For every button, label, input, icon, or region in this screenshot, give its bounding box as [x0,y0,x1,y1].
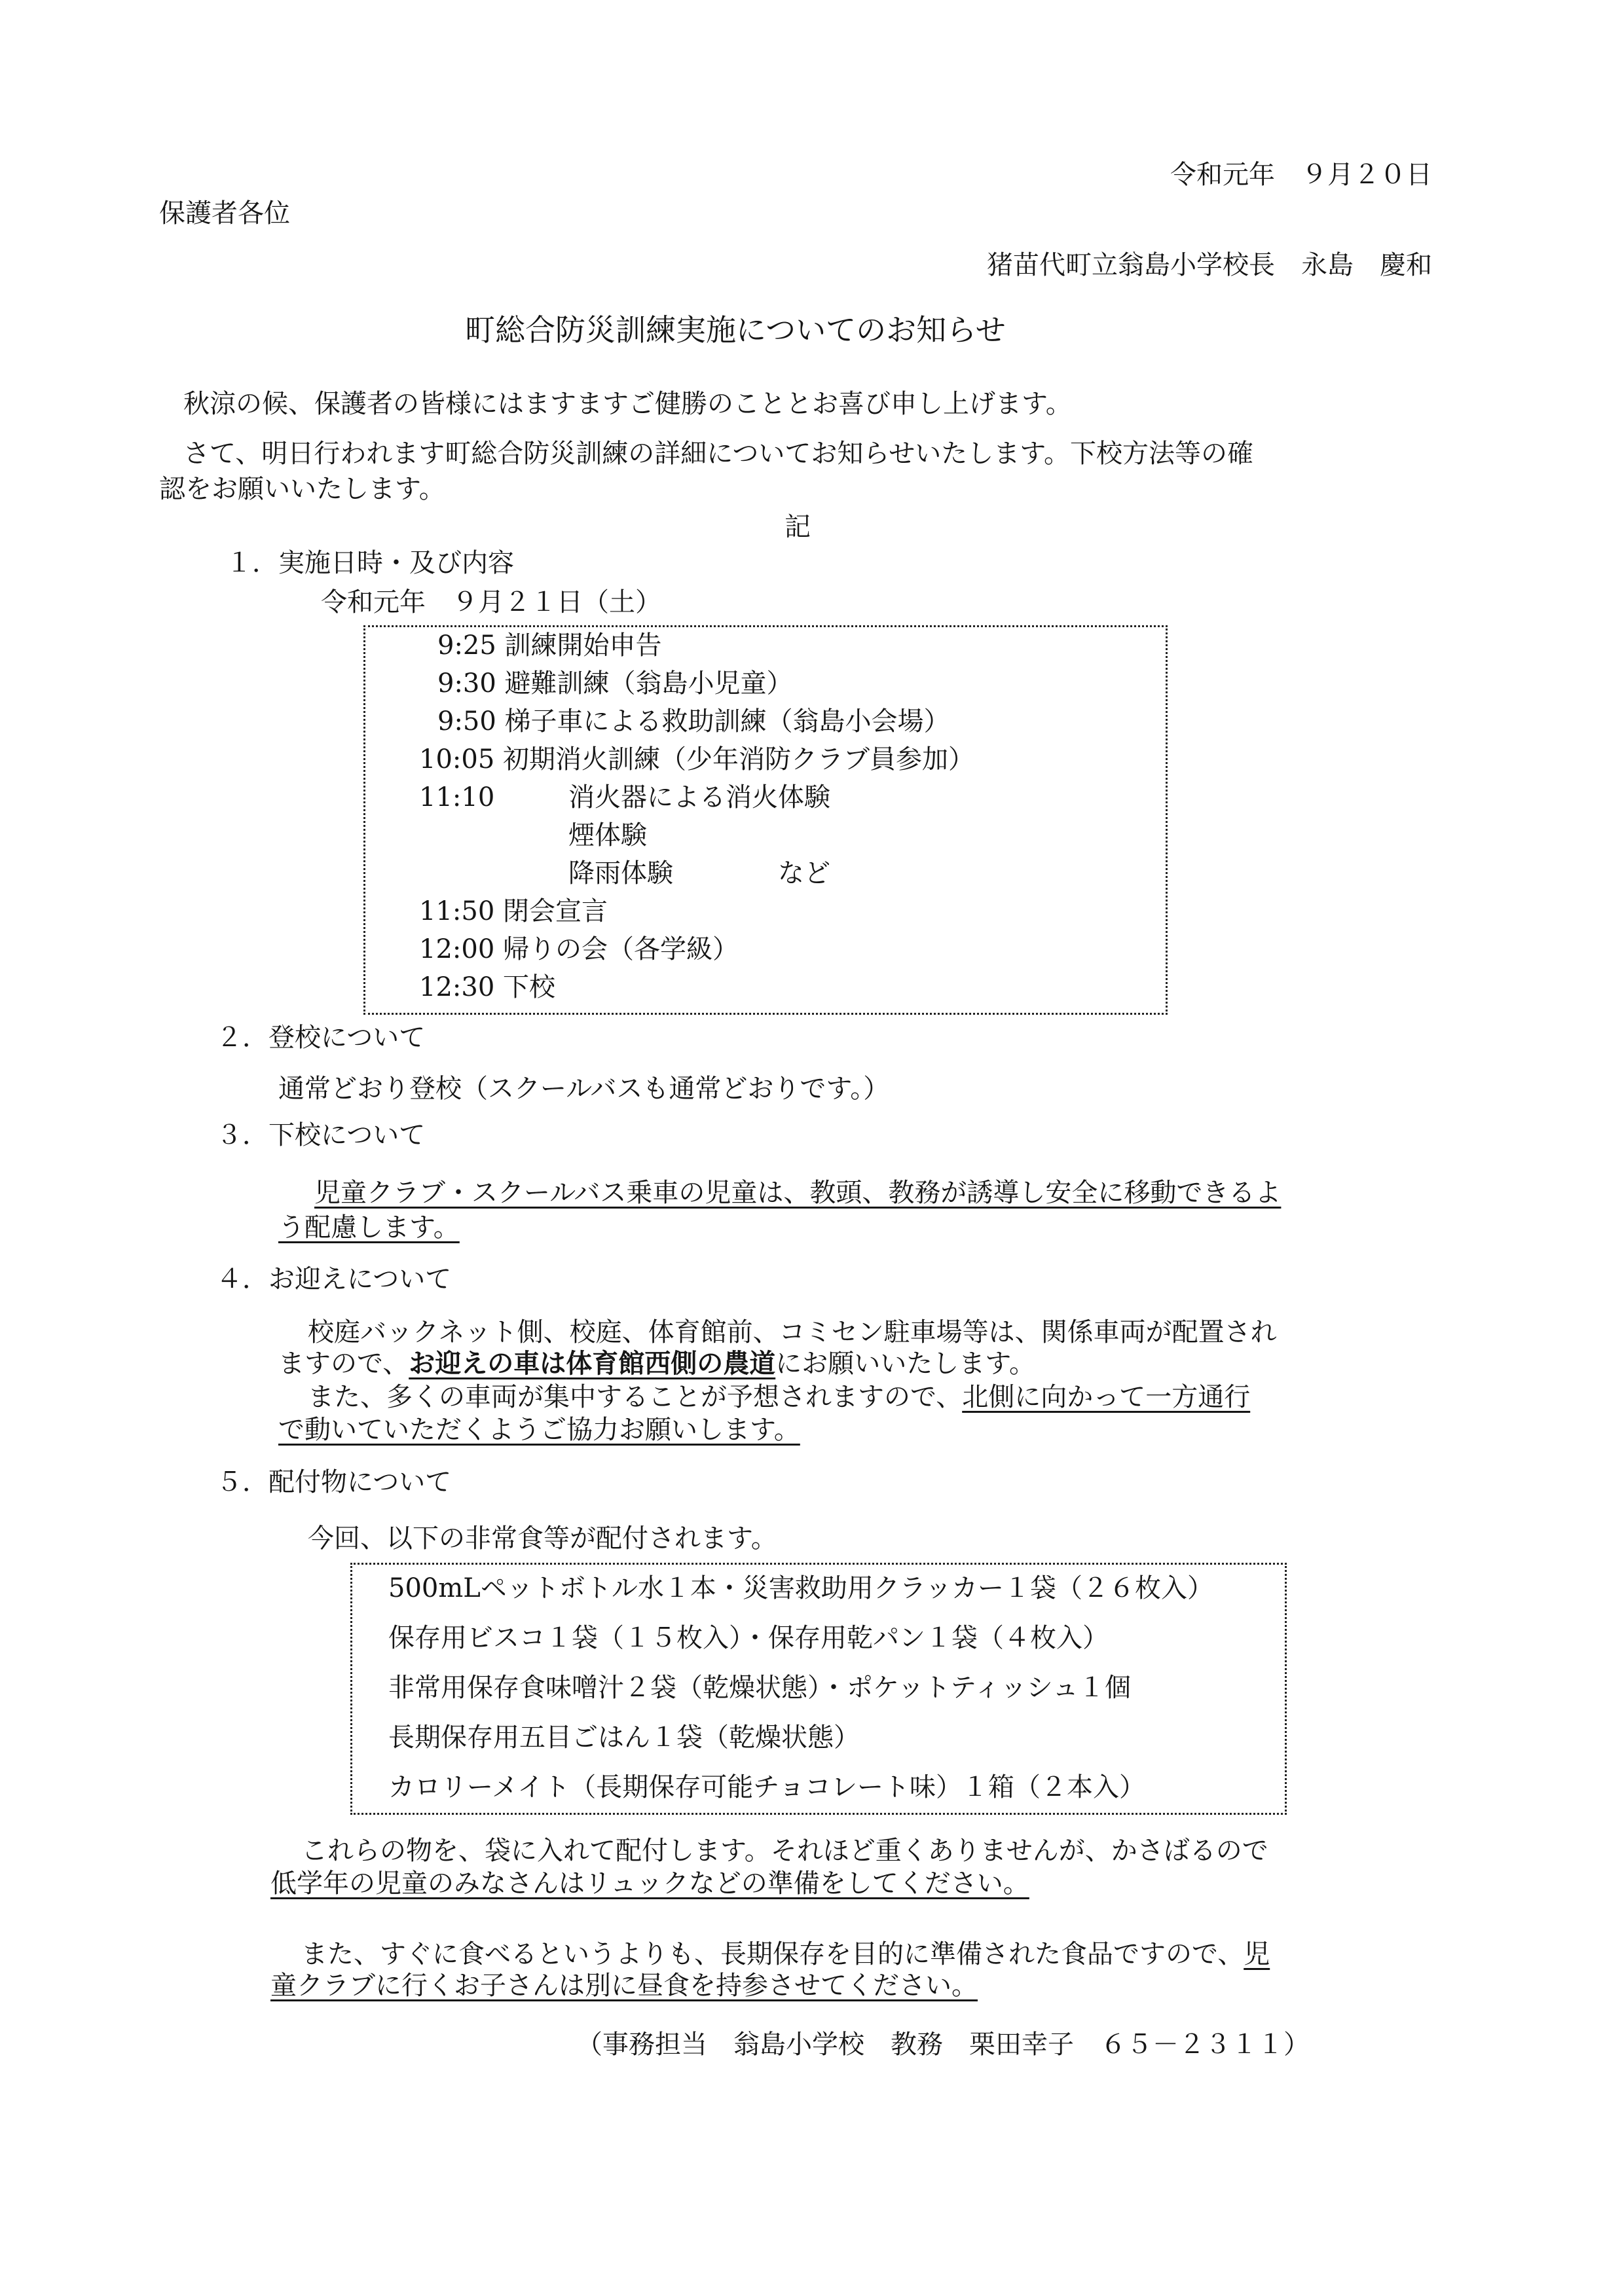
section-2-body: 通常どおり登校（スクールバスも通常どおりです。） [278,1074,890,1104]
schedule-event: 訓練開始申告 [504,630,662,661]
section-5-heading: ５．配付物について [216,1467,452,1497]
section-4-line-1: 校庭バックネット側、校庭、体育館前、コミセン駐車場等は、関係車両が配置され [308,1317,1277,1347]
section-1-date: 令和元年 ９月２１日（土） [321,587,661,617]
distribution-item: 500mLペットボトル水１本・災害救助用クラッカー１袋（２６枚入） [388,1573,1214,1603]
schedule-row [419,746,974,773]
contact-info: （事務担当 翁島小学校 教務 栗田幸子 ６５－２３１１） [576,2030,1310,2060]
distribution-item: 長期保存用五目ごはん１袋（乾燥状態） [388,1722,860,1753]
schedule-event: 降雨体験 [568,858,673,888]
schedule-event: 下校 [503,972,555,1002]
schedule-time: 9:50 [437,706,496,737]
page-title: 町総合防災訓練実施についてのお知らせ [465,312,1006,348]
schedule-time: 12:30 [419,972,495,1002]
document-date: 令和元年 ９月２０日 [1170,160,1432,190]
greeting: 秋涼の候、保護者の皆様にはますますご健勝のこととお喜び申し上げます。 [183,389,1072,419]
schedule-event: 帰りの会（各学級） [503,934,739,964]
text-span: にお願いいたします。 [775,1349,1036,1379]
schedule-row [437,708,950,735]
section-1-heading: １．実施日時・及び内容 [226,548,514,578]
section-5-note-1-line-2: 低学年の児童のみなさんはリュックなどの準備をしてください。 [270,1868,1029,1899]
one-way-emphasis: 北側に向かって一方通行 [962,1382,1251,1412]
text-span: ますので、 [278,1349,409,1379]
distribution-item: 保存用ビスコ１袋（１５枚入）・保存用乾パン１袋（４枚入） [388,1623,1109,1653]
section-5-note-2-line-2: 童クラブに行くお子さんは別に昼食を持参させてください。 [270,1971,978,2001]
schedule-time: 12:00 [419,934,495,964]
schedule-row [419,936,739,962]
section-5-note-2-line-1 [301,1941,1270,1967]
schedule-event: 梯子車による救助訓練（翁島小会場） [504,706,950,737]
text-span: また、多くの車両が集中することが予想されますので、 [308,1382,963,1412]
schedule-event: 初期消火訓練（少年消防クラブ員参加） [503,744,974,774]
schedule-row [419,898,608,924]
distribution-items-box [350,1563,1287,1815]
schedule-suffix: など [778,858,830,888]
addressee: 保護者各位 [159,198,290,228]
schedule-time: 11:50 [419,896,495,926]
schedule-row [437,632,662,659]
section-3-heading: ３．下校について [216,1120,426,1150]
schedule-row [437,670,793,697]
schedule-box [363,625,1168,1015]
section-3-line-1: 児童クラブ・スクールバス乗車の児童は、教頭、教務が誘導し安全に移動できるよ [314,1178,1282,1208]
distribution-item: カロリーメイト（長期保存可能チョコレート味）１箱（２本入） [388,1772,1145,1802]
section-3-line-2: う配慮します。 [278,1212,460,1243]
section-2-heading: ２．登校について [216,1023,426,1053]
sender: 猪苗代町立翁島小学校長 永島 慶和 [987,250,1432,280]
schedule-event: 閉会宣言 [503,896,608,926]
section-4-line-2 [278,1348,1036,1379]
schedule-event: 煙体験 [568,820,647,850]
schedule-time: 9:25 [437,630,496,661]
lunch-note-emphasis: 児 [1244,1939,1270,1969]
section-4-line-3 [308,1384,1250,1410]
distribution-item: 非常用保存食味噌汁２袋（乾燥状態）・ポケットティッシュ１個 [388,1673,1131,1703]
text-span: また、すぐに食べるというよりも、長期保存を目的に準備された食品ですので、 [301,1939,1244,1969]
intro-line-2: 認をお願いいたします。 [159,474,445,504]
schedule-time: 10:05 [419,744,495,774]
section-5-lead: 今回、以下の非常食等が配付されます。 [308,1523,777,1554]
schedule-time: 9:30 [437,668,496,699]
schedule-event: 消火器による消火体験 [568,782,830,812]
schedule-row [419,784,494,811]
schedule-time: 11:10 [419,782,495,812]
intro-line-1: さて、明日行われます町総合防災訓練の詳細についてお知らせいたします。下校方法等の確 [183,439,1253,469]
section-4-line-4: で動いていただくようご協力お願いします。 [278,1415,800,1445]
section-5-note-1-line-1: これらの物を、袋に入れて配付します。それほど重くありませんが、かさばるので [301,1836,1268,1866]
pickup-car-emphasis: お迎えの車は [409,1348,566,1379]
section-4-heading: ４．お迎えについて [216,1264,452,1294]
pickup-location-emphasis: 体育館西側の農道 [566,1348,776,1379]
schedule-row [419,974,555,1000]
ki-marker: 記 [784,512,811,542]
schedule-event: 避難訓練（翁島小児童） [504,668,793,699]
